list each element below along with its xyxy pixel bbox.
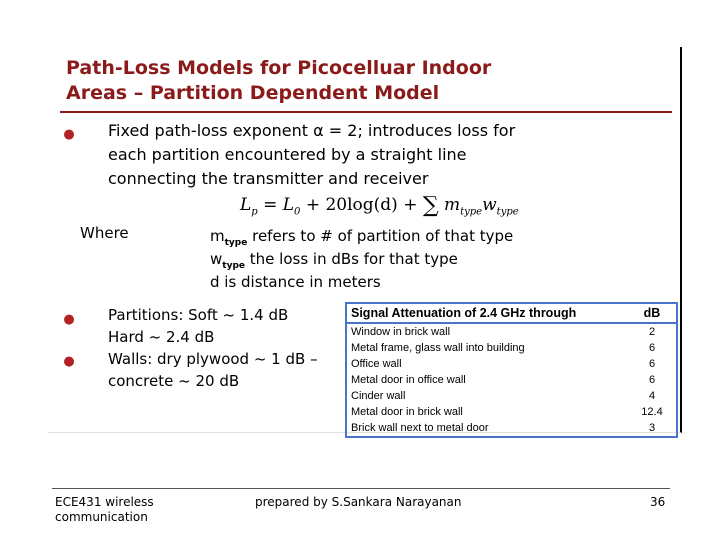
where-item-2-sub: type [222,261,245,271]
bullet-3-line-2: concrete ~ 20 dB [108,372,240,390]
bullet-2-line-2: Hard ~ 2.4 dB [108,328,215,346]
slide-content-image [48,47,682,433]
table-row [346,372,677,388]
row-value: 12.4 [641,406,663,418]
attenuation-table [345,302,678,438]
bullet-marker-icon: ● [63,127,75,142]
table-row [346,388,677,404]
bullet-3-text [108,348,318,392]
title-rule [60,111,672,113]
bullet-1-line-2: each partition encountered by a straight line [108,145,467,164]
path-loss-formula [240,193,519,218]
formula-m-sub: type [460,206,483,218]
row-label: Metal door in office wall [351,374,466,386]
bullet-2-text [108,304,288,348]
bullet-marker-icon: ● [63,312,75,327]
formula-sum: ∑ [422,193,439,218]
footer-course-line-1: ECE431 wireless [55,495,154,509]
row-label: Metal door in brick wall [351,406,463,418]
where-label: Where [80,224,129,242]
row-label: Brick wall next to metal door [351,422,489,434]
title-line-2: Areas – Partition Dependent Model [66,82,440,104]
where-item-2-post: the loss in dBs for that type [245,250,458,268]
title-line-1: Path-Loss Models for Picocelluar Indoor [66,57,492,79]
where-item-1-pre: m [210,227,225,245]
footer-course-line-2: communication [55,510,148,524]
table-header-unit: dB [628,303,677,323]
row-label: Office wall [351,358,402,370]
footer-rule [52,488,670,489]
bullet-marker-icon: ● [63,354,75,369]
row-value: 4 [648,390,656,402]
formula-w-sub: type [496,206,519,218]
where-item-2-pre: w [210,250,223,268]
footer-course [55,495,154,525]
formula-lhs: L [240,195,252,215]
formula-mid: + 20log(d) + [300,195,423,215]
row-value: 6 [648,358,656,370]
table-header-row [346,303,677,323]
table-row [346,323,677,340]
where-item-3: d is distance in meters [210,273,381,291]
table-row [346,404,677,420]
row-label: Cinder wall [351,390,406,402]
where-item-1-post: refers to # of partition of that type [247,227,514,245]
row-value: 6 [648,374,656,386]
row-label: Window in brick wall [351,326,451,338]
bullet-1-line-1: Fixed path-loss exponent α = 2; introduces loss for [108,121,516,140]
formula-m: m [438,195,461,215]
bullet-1-text [108,119,515,191]
row-value: 2 [648,326,656,338]
formula-eq-sub: 0 [294,206,301,218]
bullet-1-line-3: connecting the transmitter and receiver [108,169,429,188]
bullet-3-line-1: Walls: dry plywood ~ 1 dB – [108,350,318,368]
row-value: 6 [648,342,656,354]
formula-eq: = L [257,195,295,215]
table-header-label: Signal Attenuation of 2.4 GHz through [346,303,628,323]
footer-author: prepared by S.Sankara Narayanan [255,495,462,509]
bullet-2-line-1: Partitions: Soft ~ 1.4 dB [108,306,289,324]
row-label: Metal frame, glass wall into building [351,342,525,354]
formula-lhs-sub: p [251,206,258,218]
table-row [346,356,677,372]
formula-w: w [482,195,497,215]
table-row [346,340,677,356]
slide-title [66,56,666,106]
row-value: 3 [648,422,656,434]
table-row [346,420,677,437]
footer-page-number: 36 [650,495,666,509]
where-item-1-sub: type [224,238,248,248]
